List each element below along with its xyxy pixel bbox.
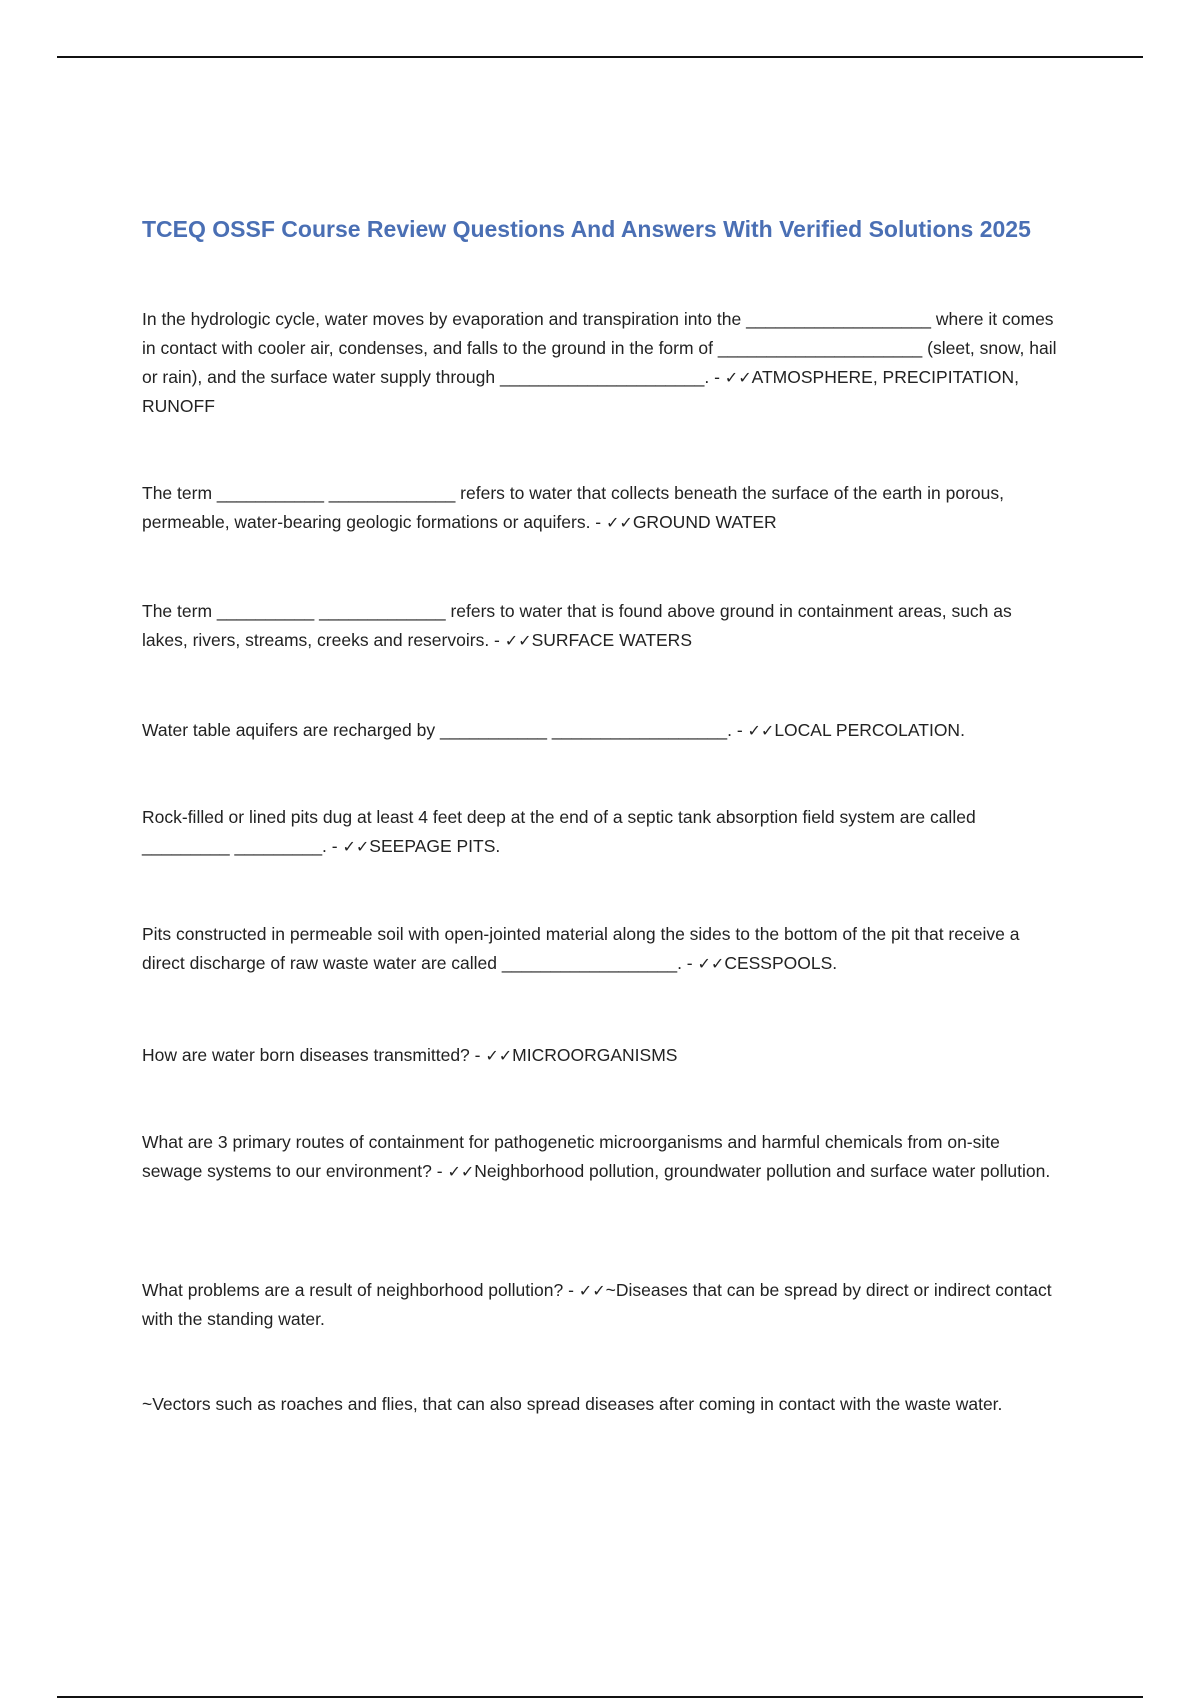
answer-text: ~Diseases that can be spread by direct or indirect contact with the standing water. xyxy=(142,1280,1052,1329)
question-text: In the hydrologic cycle, water moves by evaporation and transpiration into the ___________________ where it comes in contact with cooler air, condenses, and falls to the ground in the form of _____________________ (sleet, snow, hail or rain), and the surface water supply through _____________________. xyxy=(142,309,1057,387)
separator: - xyxy=(326,836,343,856)
question-text: What are 3 primary routes of containment for pathogenetic microorganisms and harmful chemicals from on-site sewage systems to our environment? xyxy=(142,1132,1000,1181)
check-marks-icon: ✓✓ xyxy=(342,837,370,856)
separator: - xyxy=(590,512,606,532)
check-marks-icon: ✓✓ xyxy=(747,721,775,740)
check-marks-icon: ✓✓ xyxy=(447,1162,475,1181)
qa-item-6 xyxy=(142,920,1060,978)
answer-text: CESSPOOLS. xyxy=(724,953,838,973)
separator: - xyxy=(681,953,698,973)
answer-text: SEEPAGE PITS. xyxy=(369,836,501,856)
question-text: The term __________ _____________ refers to water that is found above ground in containment areas, such as lakes, rivers, streams, creeks and reservoirs. xyxy=(142,601,1012,650)
qa-item-3 xyxy=(142,597,1060,655)
answer-text: LOCAL PERCOLATION. xyxy=(774,720,965,740)
check-marks-icon: ✓✓ xyxy=(724,368,752,387)
bottom-rule xyxy=(57,1696,1143,1698)
check-marks-icon: ✓✓ xyxy=(697,954,725,973)
question-text: What problems are a result of neighborhood pollution? xyxy=(142,1280,564,1300)
separator: - xyxy=(431,1161,448,1181)
answer-continuation: ~Vectors such as roaches and flies, that can also spread diseases after coming in contact with the waste water. xyxy=(142,1394,1003,1414)
question-text: How are water born diseases transmitted? xyxy=(142,1045,470,1065)
check-marks-icon: ✓✓ xyxy=(504,631,532,650)
separator: - xyxy=(709,367,725,387)
answer-text: Neighborhood pollution, groundwater pollution and surface water pollution. xyxy=(474,1161,1051,1181)
document-title: TCEQ OSSF Course Review Questions And Answers With Verified Solutions 2025 xyxy=(142,216,1031,242)
question-text: Water table aquifers are recharged by ___________ __________________. xyxy=(142,720,732,740)
top-rule xyxy=(57,56,1143,58)
qa-item-4 xyxy=(142,716,1060,745)
qa-item-5 xyxy=(142,803,1060,861)
separator: - xyxy=(563,1280,579,1300)
qa-item-8 xyxy=(142,1128,1060,1186)
answer-text: MICROORGANISMS xyxy=(512,1045,678,1065)
separator: - xyxy=(731,720,748,740)
question-text: The term ___________ _____________ refers to water that collects beneath the surface of the earth in porous, permeable, water-bearing geologic formations or aquifers. xyxy=(142,483,1004,532)
check-marks-icon: ✓✓ xyxy=(578,1281,606,1300)
qa-item-9 xyxy=(142,1276,1060,1334)
question-text: Pits constructed in permeable soil with open-jointed material along the sides to the bottom of the pit that receive a direct discharge of raw waste water are called __________________. xyxy=(142,924,1020,973)
answer-text: GROUND WATER xyxy=(632,512,777,532)
separator: - xyxy=(489,630,505,650)
qa-item-1 xyxy=(142,305,1060,421)
answer-text: SURFACE WATERS xyxy=(531,630,692,650)
qa-item-7 xyxy=(142,1041,1060,1070)
separator: - xyxy=(469,1045,486,1065)
check-marks-icon: ✓✓ xyxy=(485,1046,513,1065)
check-marks-icon: ✓✓ xyxy=(606,513,633,532)
answer-text: ATMOSPHERE, PRECIPITATION, RUNOFF xyxy=(142,367,1019,416)
question-text: Rock-filled or lined pits dug at least 4 feet deep at the end of a septic tank absorption field system are called _________ _________. xyxy=(142,807,976,856)
qa-item-2 xyxy=(142,479,1060,537)
